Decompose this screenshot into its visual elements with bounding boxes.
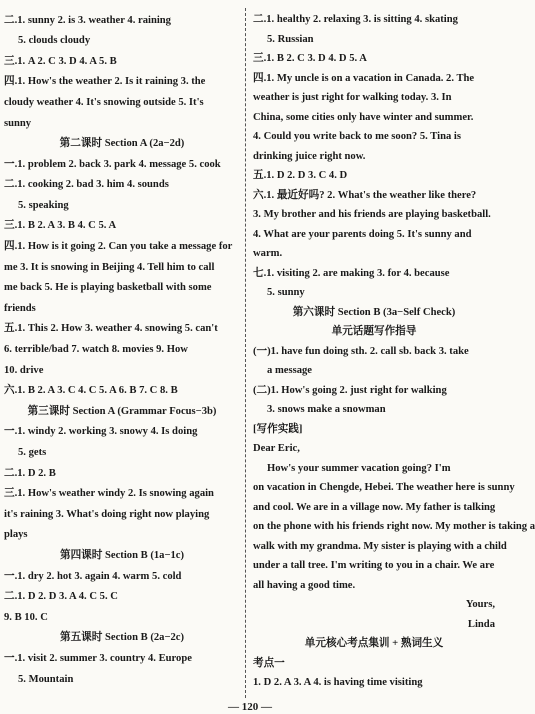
right-answer-line: Dear Eric, <box>253 443 300 454</box>
left-answer-line: 5. clouds cloudy <box>18 35 91 47</box>
right-answer-line: Yours, <box>465 599 495 610</box>
right-answer-line: drinking juice right now. <box>253 150 366 162</box>
right-answer-line: 第六课时 Section B (3a−Self Check) <box>292 306 456 318</box>
left-answer-line: 10. drive <box>4 364 44 376</box>
right-answer-line: on the phone with his friends right now. My mother is taking a <box>253 521 535 532</box>
right-answer-line: walk with my grandma. My sister is playing with a child <box>253 540 507 552</box>
right-answer-line: 单元核心考点集训 + 熟词生义 <box>304 638 444 649</box>
right-answer-line: a message <box>267 365 313 376</box>
right-answer-line: weather is just right for walking today. 3. In <box>253 92 452 103</box>
right-answer-line: 四.1. My uncle is on a vacation in Canada. 2. The <box>253 72 475 84</box>
right-column <box>253 10 535 693</box>
left-answer-line: 5. Mountain <box>18 673 74 685</box>
left-answer-line: 三.1. How's weather windy 2. Is snowing again <box>4 488 214 500</box>
right-answer-line: 五.1. D 2. D 3. C 4. D <box>253 170 348 181</box>
right-answer-line: under a tall tree. I'm writing to you in a chair. We are <box>253 560 495 571</box>
left-answer-line: 一.1. problem 2. back 3. park 4. message 5. cook <box>4 158 221 170</box>
right-answer-line: 七.1. visiting 2. are making 3. for 4. because <box>253 267 450 279</box>
left-answer-line: 五.1. This 2. How 3. weather 4. snowing 5. can't <box>4 323 218 335</box>
left-answer-line: 一.1. windy 2. working 3. snowy 4. Is doing <box>4 426 198 438</box>
right-answer-line: 六.1. 最近好吗? 2. What's the weather like there? <box>253 189 477 201</box>
page-number: — 120 — <box>228 701 272 713</box>
left-answer-line: 三.1. B 2. A 3. B 4. C 5. A <box>4 220 117 232</box>
right-answer-line: China, some cities only have winter and summer. <box>253 111 474 123</box>
left-answer-line: 二.1. D 2. D 3. A 4. C 5. C <box>4 591 118 603</box>
right-answer-line: How's your summer vacation going? I'm <box>267 462 451 474</box>
right-answer-line: all having a good time. <box>253 579 356 591</box>
right-answer-line: (一)1. have fun doing sth. 2. call sb. back 3. take <box>253 345 469 357</box>
right-answer-line: on vacation in Chengde, Hebei. The weather here is sunny <box>253 482 515 493</box>
left-answer-line: me back 5. He is playing basketball with some <box>4 282 212 294</box>
left-answer-line: 二.1. cooking 2. bad 3. him 4. sounds <box>4 179 169 191</box>
right-answer-line: 三.1. B 2. C 3. D 4. D 5. A <box>253 53 367 64</box>
right-answer-line: 5. sunny <box>267 287 305 298</box>
right-answer-line: warm. <box>253 248 283 259</box>
column-divider <box>245 8 246 698</box>
left-answer-line: 9. B 10. C <box>4 611 48 623</box>
left-answer-line: plays <box>4 529 28 541</box>
left-answer-line: 第三课时 Section A (Grammar Focus−3b) <box>27 405 217 417</box>
right-answer-line: 1. D 2. A 3. A 4. is having time visiting <box>253 677 423 688</box>
right-answer-line: and cool. We are in a village now. My father is talking <box>253 501 496 513</box>
left-answer-line: 第四课时 Section B (1a−1c) <box>59 549 185 561</box>
right-answer-line: 3. My brother and his friends are playing basketball. <box>253 209 491 220</box>
left-answer-line: 一.1. visit 2. summer 3. country 4. Europe <box>4 652 192 664</box>
right-answer-line: 3. snows make a snowman <box>267 404 386 415</box>
right-answer-line: 5. Russian <box>267 33 314 45</box>
left-answer-line: 六.1. B 2. A 3. C 4. C 5. A 6. B 7. C 8. B <box>4 385 178 397</box>
left-answer-line: 三.1. A 2. C 3. D 4. A 5. B <box>4 55 117 67</box>
right-answer-line: [写作实践] <box>253 423 303 435</box>
right-answer-line: (二)1. How's going 2. just right for walking <box>253 384 447 396</box>
left-answer-line: 5. speaking <box>18 199 69 211</box>
right-answer-line: 单元话题写作指导 <box>331 326 417 337</box>
right-answer-line: 考点一 <box>253 657 285 669</box>
left-answer-line: sunny <box>4 117 32 129</box>
left-answer-line: 二.1. D 2. B <box>4 467 56 479</box>
left-answer-line: 一.1. dry 2. hot 3. again 4. warm 5. cold <box>4 570 182 582</box>
left-answer-line: friends <box>4 302 36 314</box>
left-answer-line: 6. terrible/bad 7. watch 8. movies 9. How <box>4 344 188 356</box>
right-answer-line: Linda <box>467 618 495 630</box>
left-answer-line: it's raining 3. What's doing right now playing <box>4 508 210 520</box>
right-answer-line: 4. What are your parents doing 5. It's sunny and <box>253 228 472 240</box>
left-answer-line: 5. gets <box>18 447 47 459</box>
right-answer-line: 二.1. healthy 2. relaxing 3. is sitting 4. skating <box>253 14 458 25</box>
left-answer-line: 二.1. sunny 2. is 3. weather 4. raining <box>4 14 171 26</box>
left-answer-line: 四.1. How is it going 2. Can you take a message for <box>4 241 233 253</box>
left-answer-line: cloudy weather 4. It's snowing outside 5. It's <box>4 96 204 108</box>
left-answer-line: 第五课时 Section B (2a−2c) <box>59 632 185 644</box>
left-answer-line: 四.1. How's the weather 2. Is it raining 3. the <box>4 76 206 88</box>
left-answer-line: 第二课时 Section A (2a−2d) <box>59 138 185 150</box>
left-column <box>4 10 240 690</box>
right-answer-line: 4. Could you write back to me soon? 5. Tina is <box>253 131 461 142</box>
left-answer-line: me 3. It is snowing in Beijing 4. Tell him to call <box>4 261 215 273</box>
